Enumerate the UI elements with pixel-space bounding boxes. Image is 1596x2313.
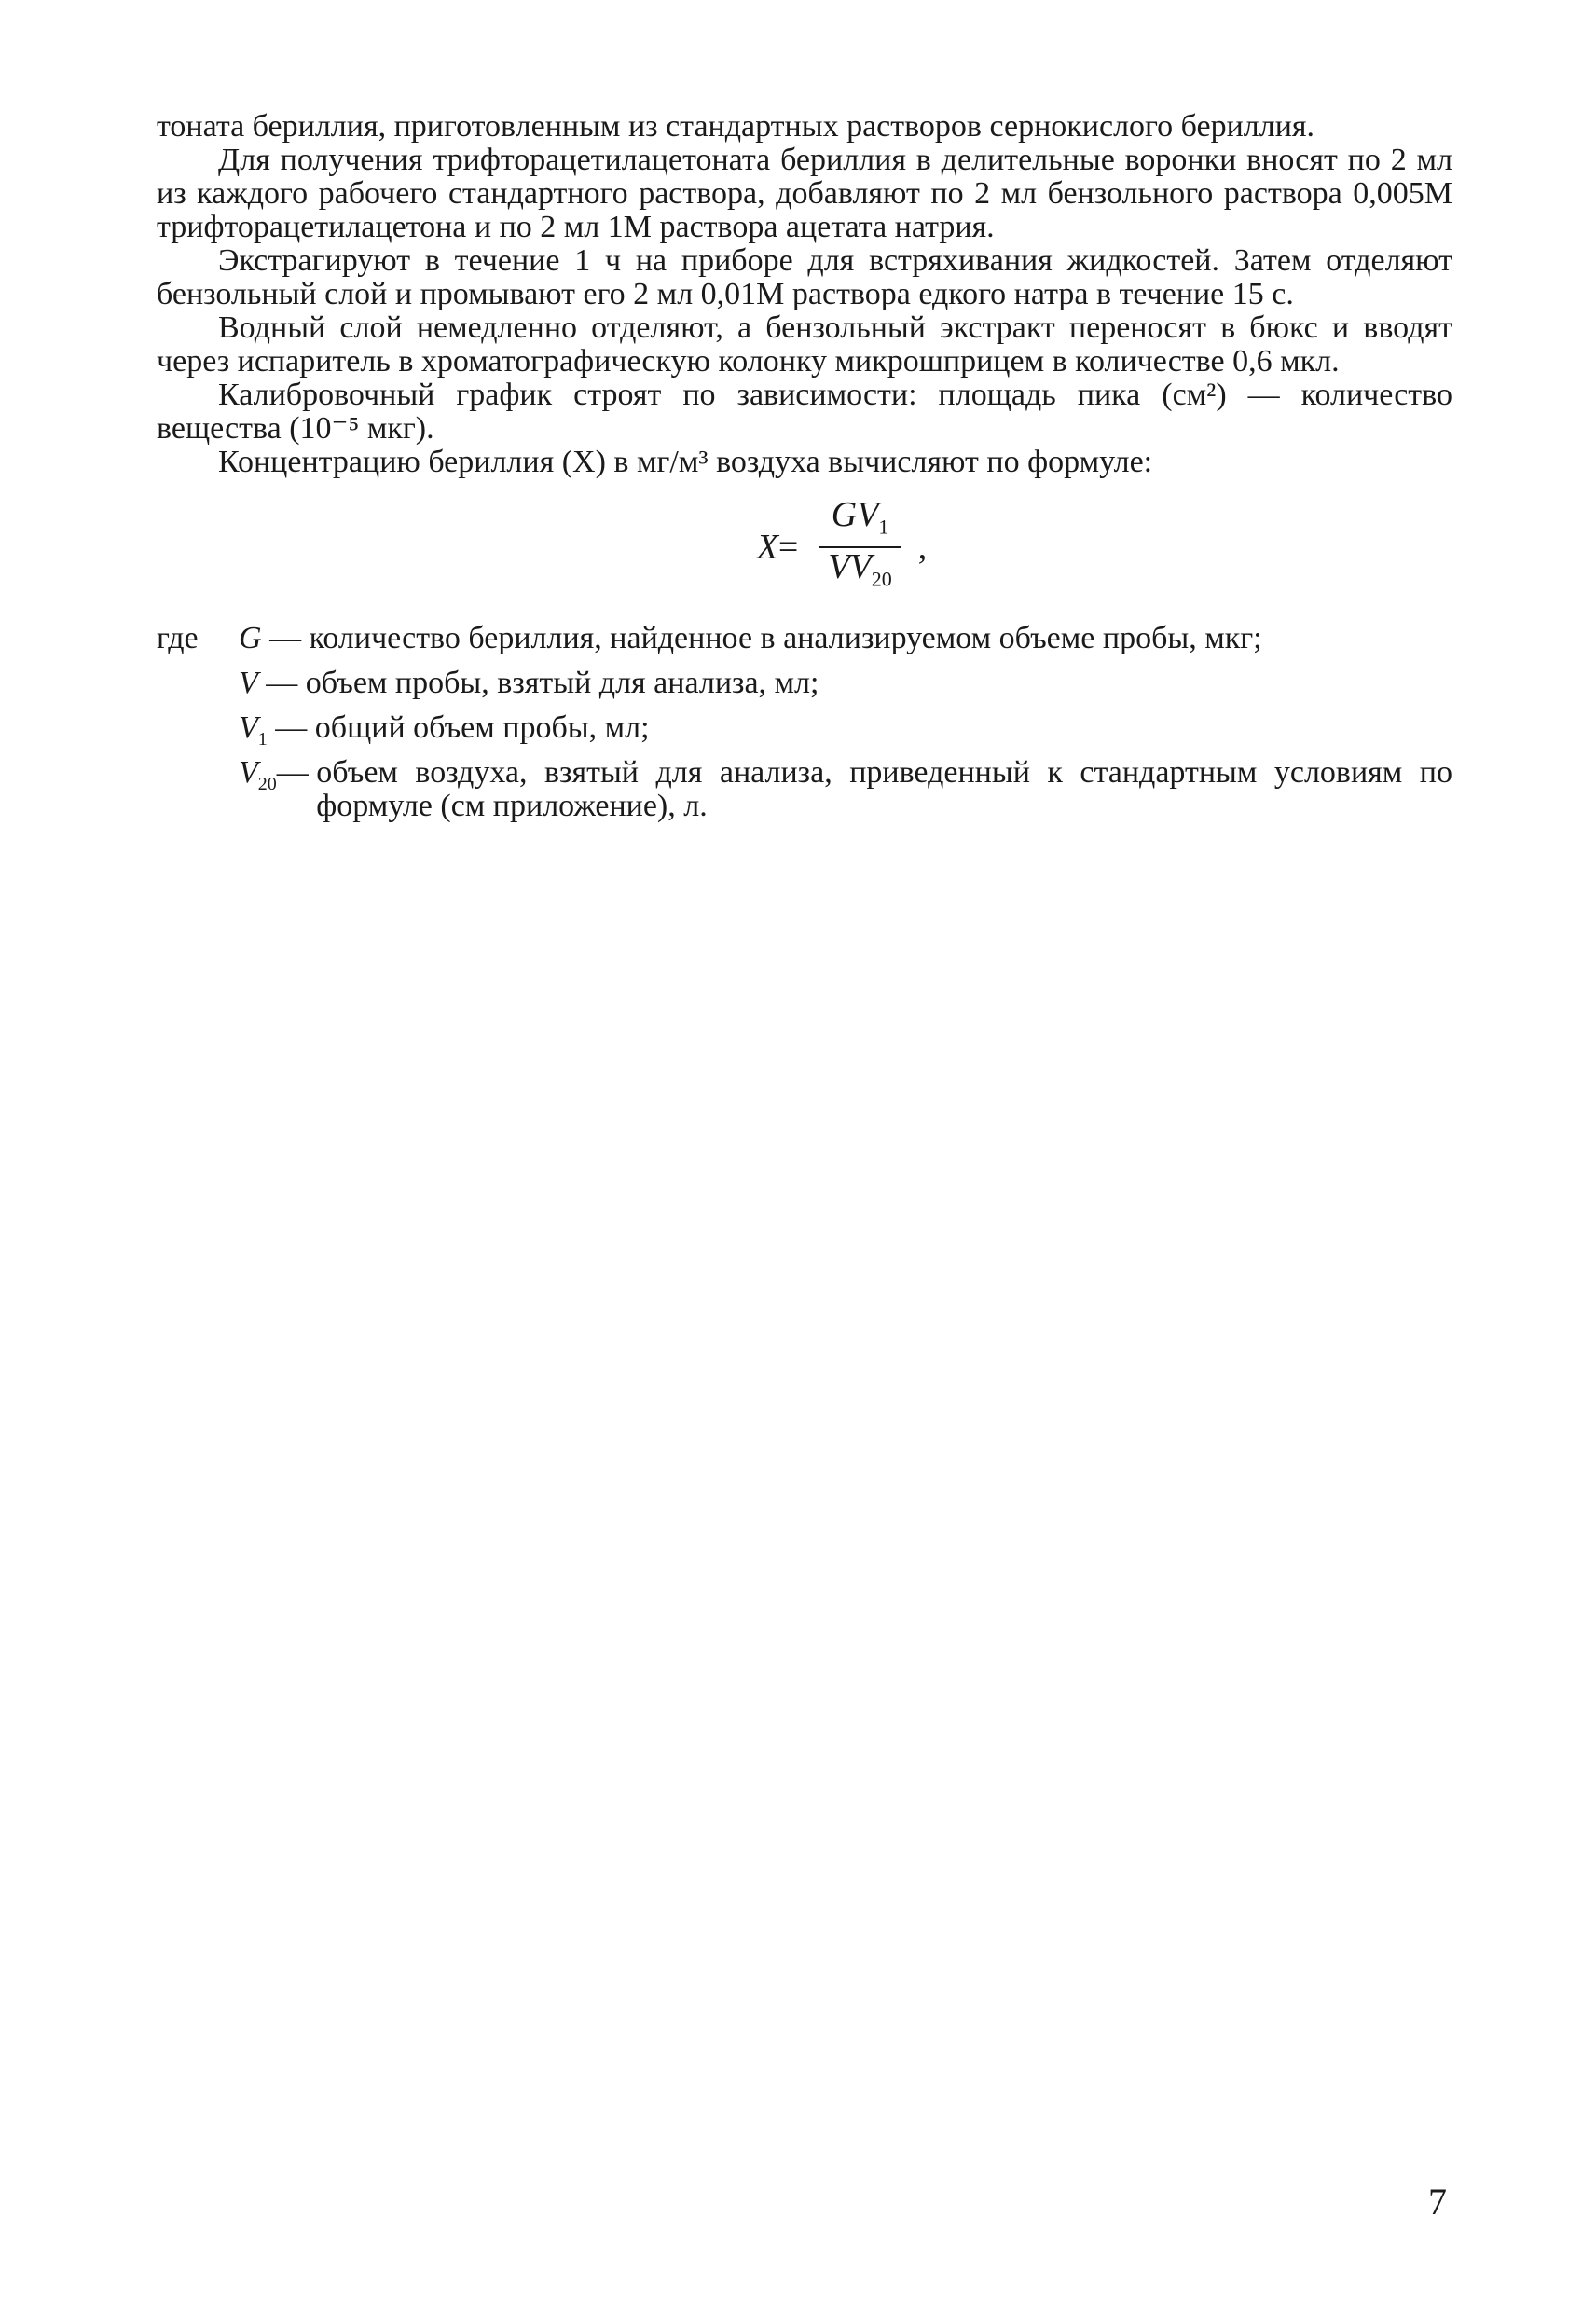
definition-dash: — xyxy=(267,709,315,745)
where-spacer xyxy=(157,711,239,756)
formula-numerator-sub: 1 xyxy=(878,515,889,539)
symbol-sub: 1 xyxy=(257,728,268,750)
concentration-formula xyxy=(231,495,1452,596)
definition-v xyxy=(239,667,1452,711)
formula-numerator-main: GV xyxy=(831,495,879,534)
page-body xyxy=(157,110,1452,823)
definition-g xyxy=(239,622,1452,667)
definition-text: объем воздуха, взятый для анализа, приведенный к стандартным условиям по формуле (см приложение), л. xyxy=(316,754,1452,823)
definition-symbol xyxy=(239,711,268,756)
paragraph-injection: Водный слой немедленно отделяют, а бензольный экстракт переносят в бюкс и вводят через испаритель в хроматографическую колонку микрошприцем в количестве 0,6 мкл. xyxy=(157,310,1452,379)
formula-lhs xyxy=(756,527,799,567)
paragraph-calibration: Калибровочный график строят по зависимости: площадь пика (см²) — количество вещества (10⁻⁵ мкг). xyxy=(157,378,1452,446)
symbol-sub: 20 xyxy=(257,773,277,794)
where-spacer xyxy=(157,667,239,711)
page-number: 7 xyxy=(1428,2181,1447,2223)
formula-fraction xyxy=(815,495,904,596)
where-spacer xyxy=(157,756,239,823)
formula-denominator-main: VV xyxy=(828,546,872,586)
definition-v1 xyxy=(239,711,1452,756)
definition-dash: — xyxy=(257,665,306,700)
paragraph-continuation: тоната бериллия, приготовленным из стандартных растворов сернокислого бериллия. xyxy=(157,109,1315,144)
paragraph-formula-intro: Концентрацию бериллия (X) в мг/м³ воздуха вычисляют по формуле: xyxy=(218,445,1153,479)
formula-denominator xyxy=(815,548,904,597)
formula-numerator xyxy=(819,495,902,548)
formula-lhs-symbol: X xyxy=(756,527,778,567)
variable-definitions xyxy=(157,622,1452,822)
definition-symbol xyxy=(239,756,277,823)
formula-denominator-sub: 20 xyxy=(871,567,892,591)
symbol-main: G xyxy=(239,621,262,656)
symbol-main: V xyxy=(239,665,258,700)
definition-text: объем пробы, взятый для анализа, мл; xyxy=(305,665,819,700)
definition-symbol xyxy=(239,667,258,711)
definition-dash: — xyxy=(261,621,310,656)
definition-v20 xyxy=(239,756,1452,823)
paragraph-preparation: Для получения трифторацетилацетоната бериллия в делительные воронки вносят по 2 мл из каждого рабочего стандартного раствора, добавляют по 2 мл бензольного раствора 0,005М трифторацетилацетона и по 2 мл 1М раствора ацетата натрия. xyxy=(157,143,1452,244)
symbol-main: V xyxy=(239,754,258,790)
definition-text: общий объем пробы, мл; xyxy=(314,709,650,745)
formula-trailing-comma: , xyxy=(917,527,928,567)
formula-equals: = xyxy=(777,527,799,567)
definition-text: количество бериллия, найденное в анализируемом объеме пробы, мкг; xyxy=(309,621,1262,656)
symbol-main: V xyxy=(239,709,258,745)
where-label: где xyxy=(157,621,199,656)
paragraph-extraction: Экстрагируют в течение 1 ч на приборе для встряхивания жидкостей. Затем отделяют бензольный слой и промывают его 2 мл 0,01М раствора едкого натра в течение 15 с. xyxy=(157,243,1452,311)
definition-symbol xyxy=(239,622,262,667)
definition-dash: — xyxy=(276,754,317,790)
